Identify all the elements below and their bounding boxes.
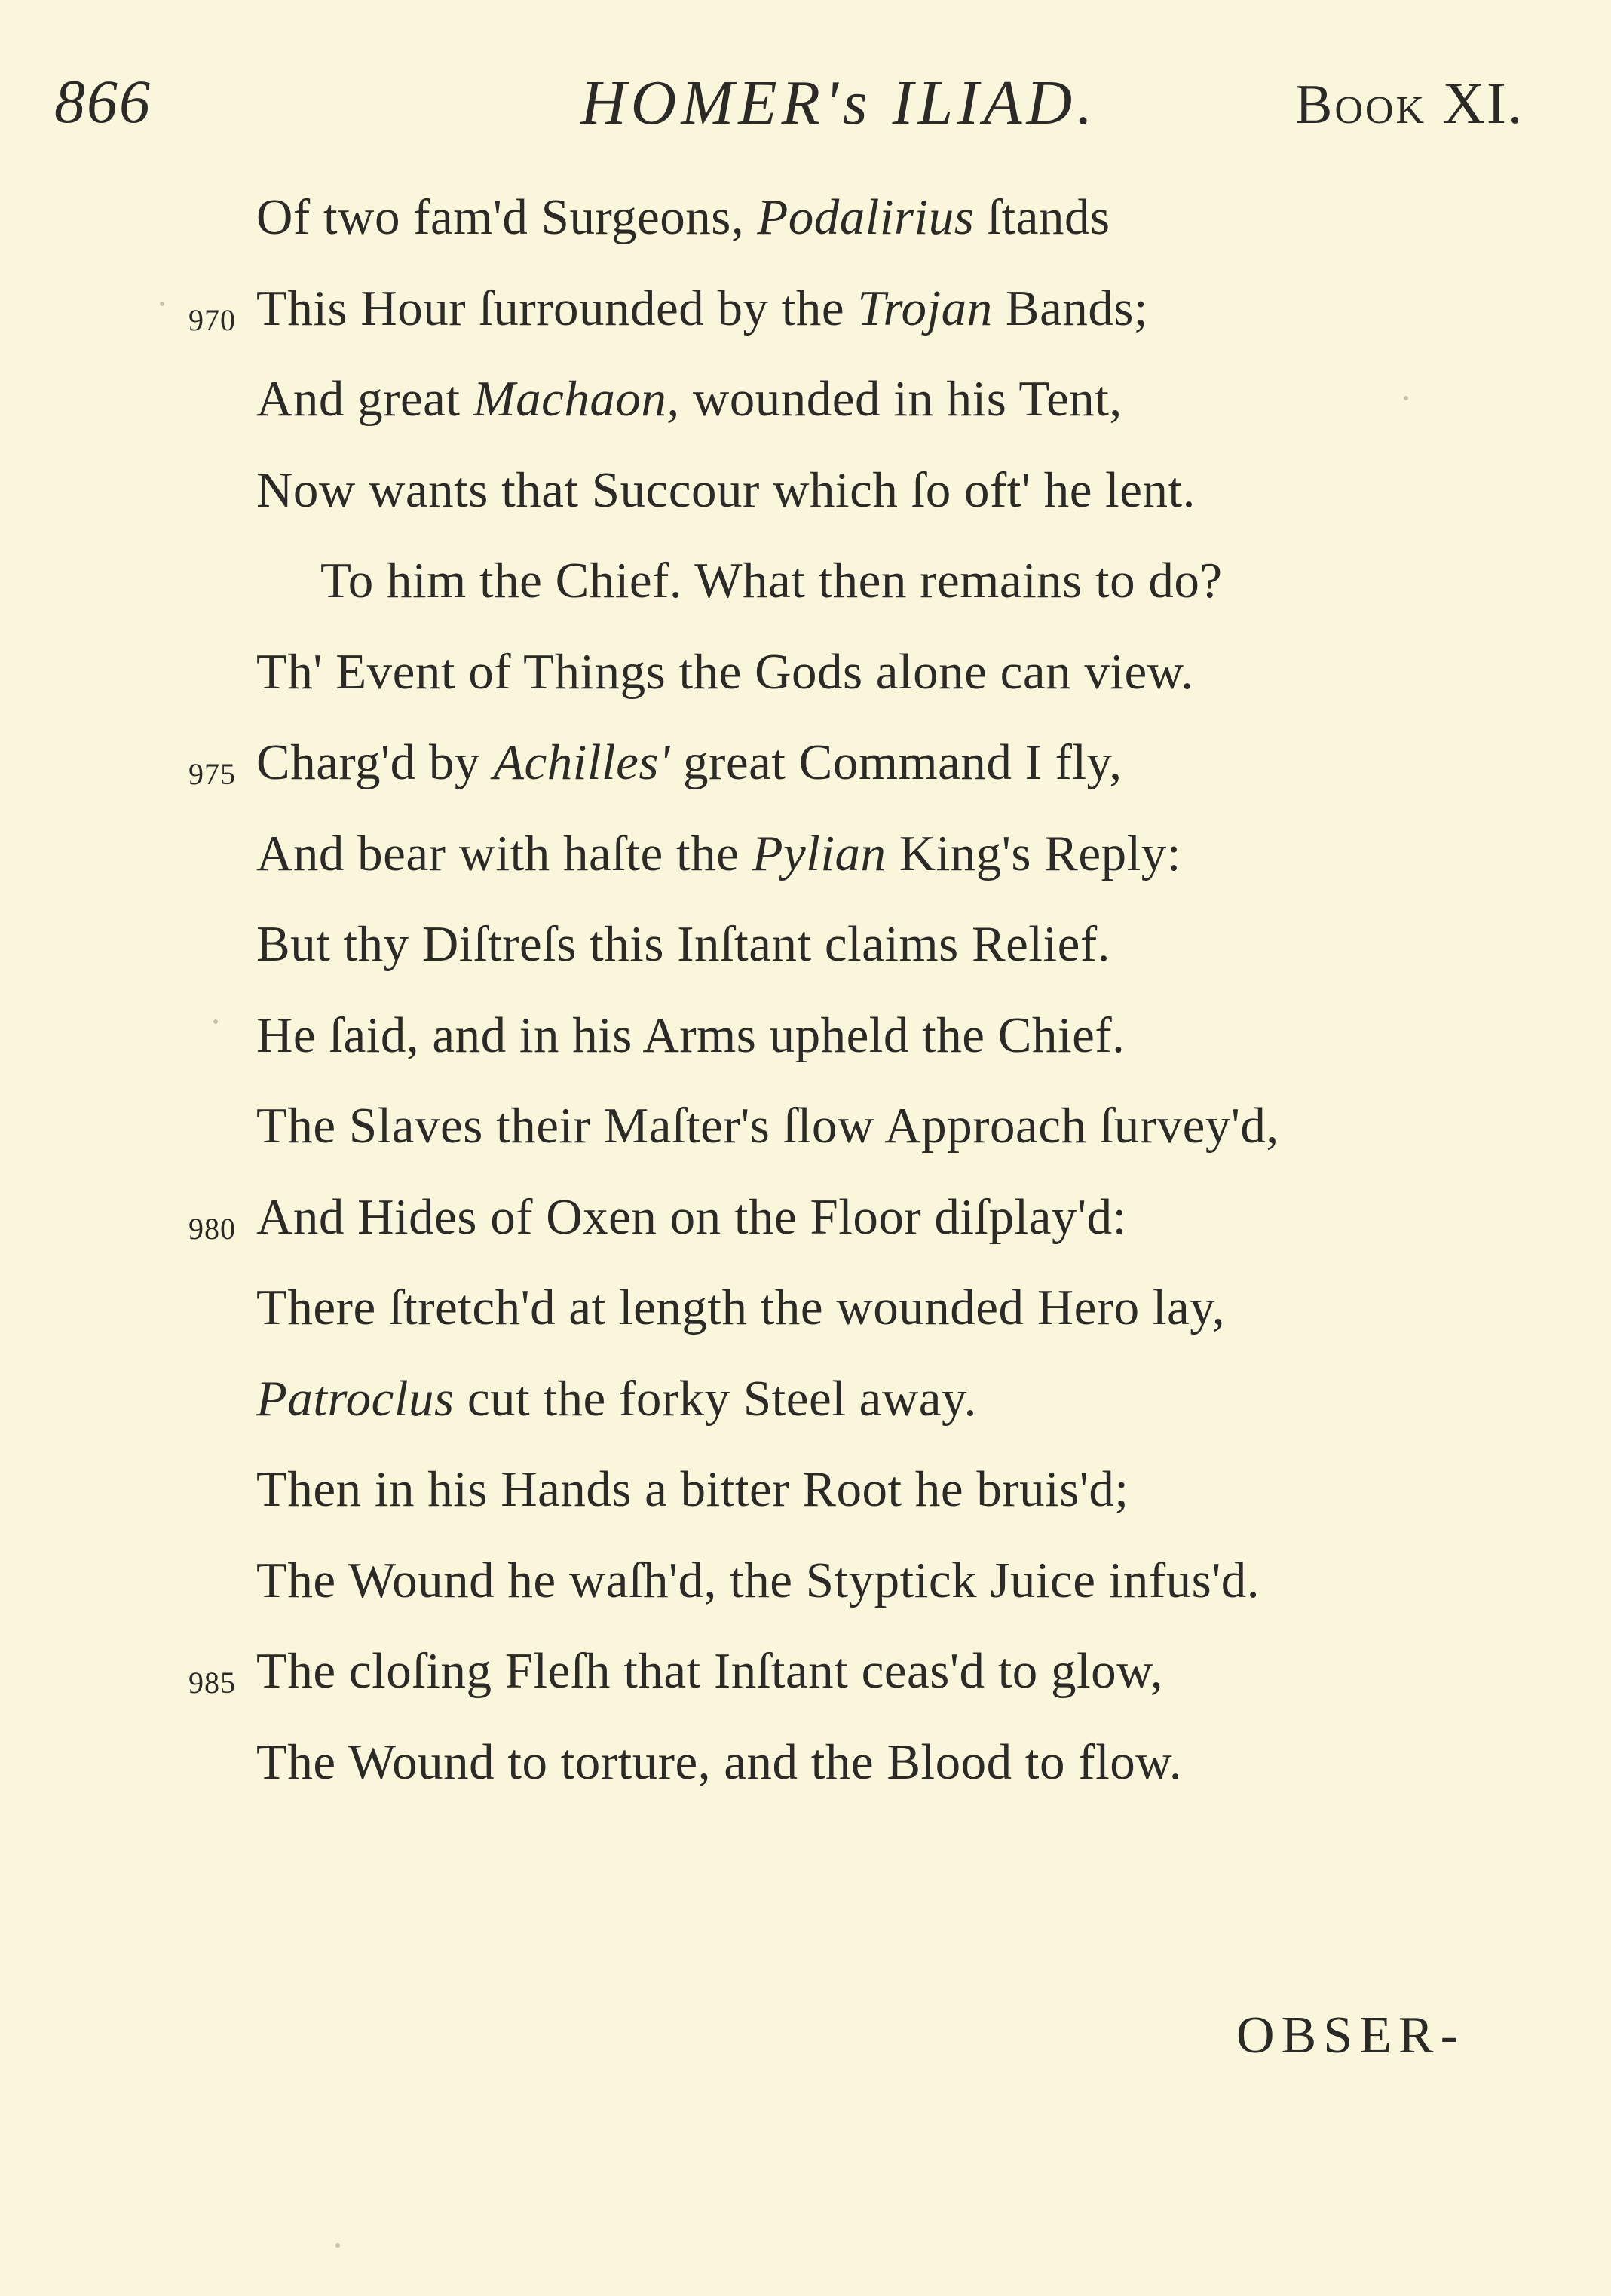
verse-segment: This Hour ſurrounded by the bbox=[256, 280, 858, 336]
verse-text bbox=[256, 915, 1110, 973]
page-number: 866 bbox=[54, 67, 152, 136]
verse-text bbox=[256, 370, 1122, 428]
verse-text bbox=[256, 1097, 1279, 1155]
line-number: 975 bbox=[188, 757, 236, 791]
paper-speck bbox=[1404, 396, 1408, 400]
catchword: OBSER- bbox=[1236, 2006, 1465, 2065]
verse-line bbox=[0, 1461, 1611, 1552]
book-word: Book bbox=[1295, 74, 1427, 136]
verse-text bbox=[256, 1370, 977, 1428]
verse-text bbox=[256, 643, 1194, 701]
line-number: 980 bbox=[188, 1211, 236, 1246]
verse-line bbox=[0, 1279, 1611, 1370]
verse-segment: wounded in his Tent, bbox=[679, 371, 1122, 427]
verse-italic-segment: Podalirius bbox=[757, 189, 975, 245]
verse-italic-segment: Trojan bbox=[857, 280, 993, 336]
verse-segment: And Hides of Oxen on the Floor diſplay'd: bbox=[256, 1188, 1127, 1245]
verse-line bbox=[0, 734, 1611, 825]
verse-segment: And bear with haſte the bbox=[256, 825, 752, 881]
verse-line bbox=[0, 1188, 1611, 1280]
verse-text bbox=[256, 1552, 1260, 1610]
verse-line bbox=[0, 1097, 1611, 1188]
verse-segment: Of two fam'd Surgeons, bbox=[256, 189, 758, 245]
verse-segment: To him the Chief. What then remains to do? bbox=[320, 553, 1223, 608]
verse-line bbox=[0, 461, 1611, 553]
verse-segment: Charg'd by bbox=[256, 734, 494, 790]
verse-segment: great Command I fly, bbox=[669, 734, 1122, 790]
verse-line bbox=[0, 1370, 1611, 1461]
verse-italic-segment: Achilles' bbox=[493, 734, 670, 790]
verse-text bbox=[256, 1642, 1163, 1700]
verse-text bbox=[256, 825, 1181, 883]
verse-italic-segment: Patroclus bbox=[256, 1370, 455, 1427]
verse-text bbox=[256, 1007, 1125, 1065]
verse-segment: The Slaves their Maſter's ſlow Approach ſurvey'd, bbox=[256, 1098, 1279, 1154]
paper-speck bbox=[213, 1019, 218, 1024]
verse-segment: Bands; bbox=[992, 280, 1149, 336]
verse-text bbox=[320, 552, 1223, 610]
verse-segment: The Wound to torture, and the Blood to flow. bbox=[256, 1733, 1182, 1790]
verse-segment: Then in his Hands a bitter Root he bruis'd; bbox=[256, 1461, 1129, 1517]
verse-line bbox=[0, 280, 1611, 371]
verse-segment: King's Reply: bbox=[886, 825, 1181, 881]
verse-italic-segment: Machaon, bbox=[473, 371, 680, 427]
verse-line bbox=[0, 1552, 1611, 1643]
verse-segment: But thy Diſtreſs this Inſtant claims Relief. bbox=[256, 916, 1110, 972]
verse-segment: Th' Event of Things the Gods alone can view. bbox=[256, 643, 1194, 700]
book-number: XI. bbox=[1442, 70, 1524, 136]
verse-block bbox=[0, 189, 1611, 1824]
verse-line bbox=[0, 370, 1611, 461]
paper-speck bbox=[335, 2243, 340, 2248]
verse-segment: The cloſing Fleſh that Inſtant ceas'd to glow, bbox=[256, 1643, 1163, 1699]
verse-text bbox=[256, 1733, 1182, 1792]
verse-text bbox=[256, 461, 1196, 520]
verse-segment: ſtands bbox=[974, 189, 1110, 245]
verse-segment: He ſaid, and in his Arms upheld the Chief. bbox=[256, 1007, 1126, 1063]
line-number: 970 bbox=[188, 302, 236, 337]
running-title: HOMER's ILIAD. bbox=[580, 68, 1098, 138]
verse-text bbox=[256, 1188, 1127, 1246]
verse-text bbox=[256, 1461, 1129, 1519]
verse-segment: And great bbox=[256, 371, 473, 427]
verse-segment: The Wound he waſh'd, the Styptick Juice infus'd. bbox=[256, 1552, 1260, 1608]
verse-line bbox=[0, 825, 1611, 916]
verse-line bbox=[0, 1007, 1611, 1098]
verse-segment: There ſtretch'd at length the wounded Hero lay, bbox=[256, 1280, 1226, 1335]
verse-italic-segment: Pylian bbox=[752, 825, 887, 881]
verse-text bbox=[256, 280, 1148, 338]
verse-line bbox=[0, 643, 1611, 734]
running-head bbox=[0, 66, 1611, 149]
verse-line bbox=[0, 189, 1611, 280]
verse-text bbox=[256, 1279, 1225, 1337]
verse-line bbox=[0, 1642, 1611, 1733]
verse-line bbox=[0, 1733, 1611, 1825]
verse-text bbox=[256, 734, 1122, 792]
verse-segment: Now wants that Succour which ſo oft' he lent. bbox=[256, 461, 1196, 518]
line-number: 985 bbox=[188, 1666, 236, 1700]
book-label bbox=[1295, 69, 1524, 137]
verse-line bbox=[0, 552, 1611, 643]
verse-segment: cut the forky Steel away. bbox=[454, 1370, 977, 1427]
verse-text bbox=[256, 189, 1110, 247]
verse-line bbox=[0, 915, 1611, 1007]
paper-speck bbox=[160, 302, 164, 306]
